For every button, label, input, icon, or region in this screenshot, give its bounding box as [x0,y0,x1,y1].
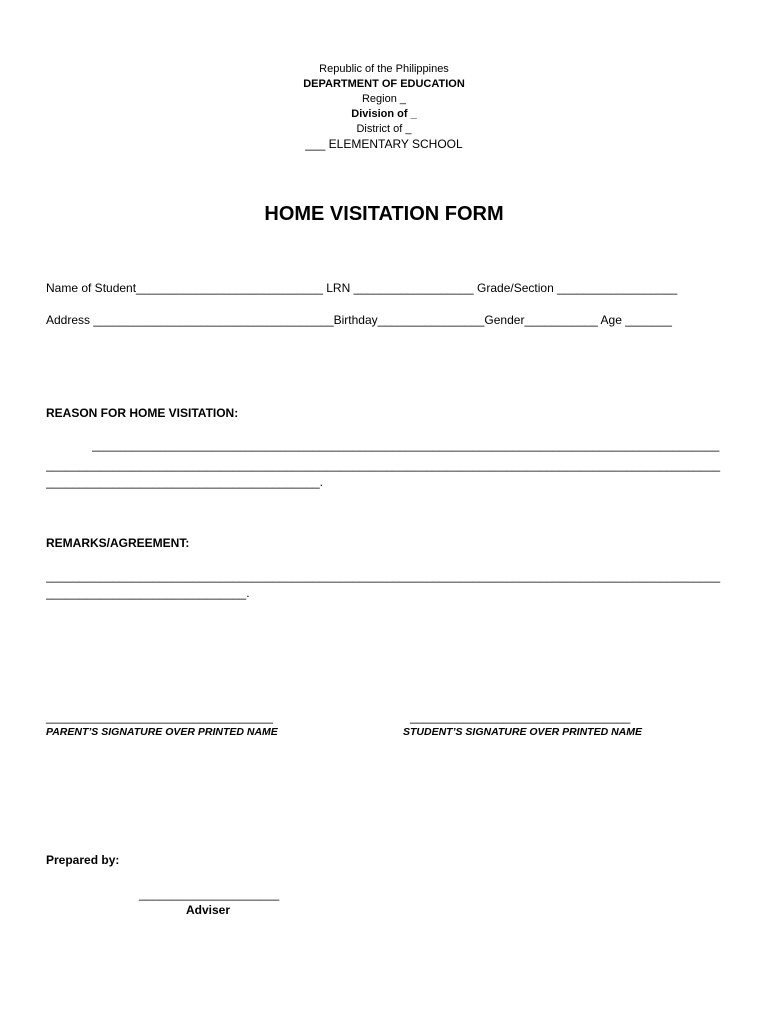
header-division: Division of _ [351,108,417,120]
student-info-row-2: Address ____________________________________Birthday________________Gender___________ Age _______ [46,313,672,327]
header-department: DEPARTMENT OF EDUCATION [303,78,465,90]
remarks-line-1: _____________________________________________________________________________________________________ [46,569,721,583]
header-district: District of _ [356,123,412,135]
student-signature-caption: STUDENT’S SIGNATURE OVER PRINTED NAME [403,726,642,738]
remarks-label: REMARKS/AGREEMENT: [46,536,190,550]
student-info-row-1: Name of Student____________________________ LRN __________________ Grade/Section __________________ [46,281,678,295]
adviser-signature-line: _____________________ [139,887,280,901]
prepared-by-label: Prepared by: [46,853,120,867]
reason-label: REASON FOR HOME VISITATION: [46,406,239,420]
reason-line-3: _________________________________________. [46,475,323,489]
header-school: ___ ELEMENTARY SCHOOL [305,137,463,151]
student-signature-line: _________________________________ [410,710,631,724]
remarks-line-2: ______________________________. [46,586,250,600]
parent-signature-line: __________________________________ [46,710,273,724]
form-title: HOME VISITATION FORM [264,203,504,225]
header-republic: Republic of the Philippines [319,63,449,75]
header-region: Region _ [361,93,407,105]
adviser-caption: Adviser [186,903,231,917]
reason-line-1: ______________________________________________________________________________________________ [92,438,720,452]
parent-signature-caption: PARENT’S SIGNATURE OVER PRINTED NAME [46,726,278,738]
reason-line-2: _____________________________________________________________________________________________________ [46,458,721,472]
